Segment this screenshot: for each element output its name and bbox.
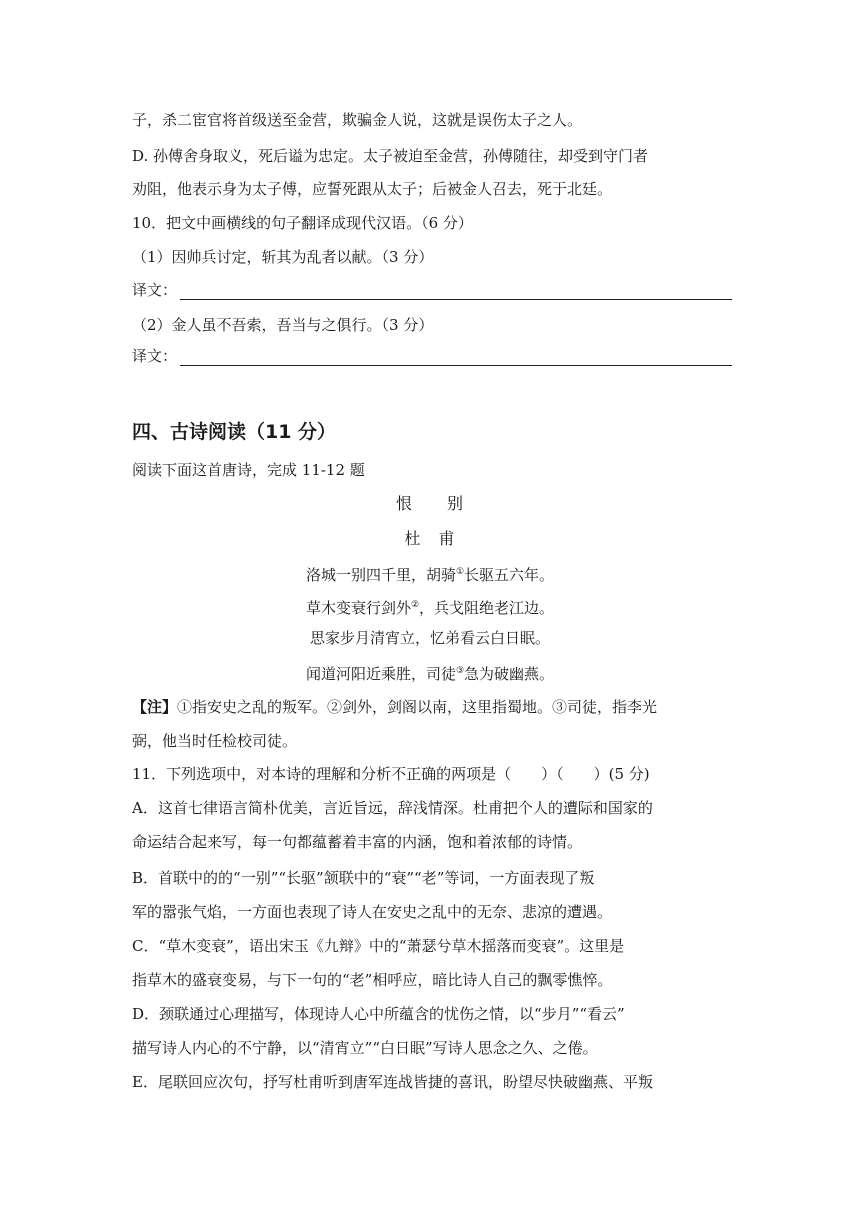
poem-line-2 bbox=[0, 595, 860, 618]
section-4-heading: 四、古诗阅读（11 分） bbox=[132, 421, 337, 443]
q10-answer-2[interactable] bbox=[132, 346, 732, 368]
poem-text: ，兵戈阻绝老江边。 bbox=[419, 599, 555, 617]
poem-author: 杜 甫 bbox=[404, 529, 456, 548]
q9-option-d-line1: D. 孙傅舍身取义，死后谥为忠定。太子被迫至金营，孙傅随往，却受到守门者 bbox=[132, 147, 649, 165]
footnote-marker: ② bbox=[410, 600, 420, 610]
q10-stem: 10．把文中画横线的句子翻译成现代汉语。（6 分） bbox=[132, 214, 473, 232]
poem-line-3: 思家步月清宵立，忆弟看云白日眠。 bbox=[309, 629, 550, 647]
answer-blank-line[interactable] bbox=[180, 299, 732, 300]
poem-line-1 bbox=[0, 562, 860, 585]
poem-line-4 bbox=[0, 661, 860, 684]
footnote-marker: ③ bbox=[455, 666, 465, 676]
poem-title: 恨 别 bbox=[395, 494, 464, 513]
poem-note-line2: 弼，他当时任检校司徒。 bbox=[132, 732, 298, 750]
answer-label: 译文： bbox=[132, 281, 178, 299]
q11-option-c-line2: 指草木的盛衰变易，与下一句的“老”相呼应，暗比诗人自己的飘零憔悴。 bbox=[132, 971, 613, 989]
answer-blank-line[interactable] bbox=[180, 365, 732, 366]
q10-answer-1[interactable] bbox=[132, 280, 732, 302]
poem-text: 洛城一别四千里，胡骑 bbox=[305, 566, 456, 584]
q11-option-d-line1: D．颈联通过心理描写，体现诗人心中所蕴含的忧伤之情，以“步月”“看云” bbox=[132, 1005, 625, 1023]
answer-label: 译文： bbox=[132, 347, 178, 365]
poem-note-line1 bbox=[132, 697, 732, 717]
q11-option-a-line2: 命运结合起来写，每一句都蕴蓄着丰富的内涵，饱和着浓郁的诗情。 bbox=[132, 833, 583, 851]
note-text: ①指安史之乱的叛军。②剑外，剑阁以南，这里指蜀地。③司徒，指李光 bbox=[177, 698, 658, 716]
q11-option-c-line1: C．“草木变衰”，语出宋玉《九辩》中的“萧瑟兮草木摇落而变衰”。这里是 bbox=[132, 937, 625, 955]
q11-stem: 11．下列选项中，对本诗的理解和分析不正确的两项是（ ）（ ）(5 分) bbox=[132, 765, 650, 783]
q11-option-b-line2: 军的嚣张气焰，一方面也表现了诗人在安史之乱中的无奈、悲凉的遭遇。 bbox=[132, 903, 613, 921]
poem-text: 草木变衰行剑外 bbox=[305, 599, 411, 617]
q11-option-d-line2: 描写诗人内心的不宁静，以“清宵立”“白日眠”写诗人思念之久、之倦。 bbox=[132, 1039, 598, 1057]
q10-sentence-1: （1）因帅兵讨定，斩其为乱者以献。（3 分） bbox=[132, 248, 434, 266]
section-4-intro: 阅读下面这首唐诗，完成 11-12 题 bbox=[132, 461, 365, 479]
q11-option-b-line1: B．首联中的的“一别”“长驱”颔联中的“衰”“老”等词，一方面表现了叛 bbox=[132, 869, 595, 887]
q9-option-d-line2: 劝阻，他表示身为太子傅，应誓死跟从太子；后被金人召去，死于北廷。 bbox=[132, 180, 613, 198]
q11-option-a-line1: A．这首七律语言简朴优美，言近旨远，辞浅情深。杜甫把个人的遭际和国家的 bbox=[132, 799, 653, 817]
q11-option-e-line1: E．尾联回应次句，抒写杜甫听到唐军连战皆捷的喜讯，盼望尽快破幽燕、平叛 bbox=[132, 1073, 653, 1091]
footnote-marker: ① bbox=[455, 567, 465, 577]
poem-text: 闻道河阳近乘胜，司徒 bbox=[305, 665, 456, 683]
note-label: 【注】 bbox=[132, 698, 178, 716]
poem-text: 长驱五六年。 bbox=[464, 566, 555, 584]
q9-option-c-tail: 子，杀二宦官将首级送至金营，欺骗金人说，这就是误伤太子之人。 bbox=[132, 111, 583, 129]
q10-sentence-2: （2）金人虽不吾索，吾当与之俱行。（3 分） bbox=[132, 316, 434, 334]
poem-text: 急为破幽燕。 bbox=[464, 665, 555, 683]
